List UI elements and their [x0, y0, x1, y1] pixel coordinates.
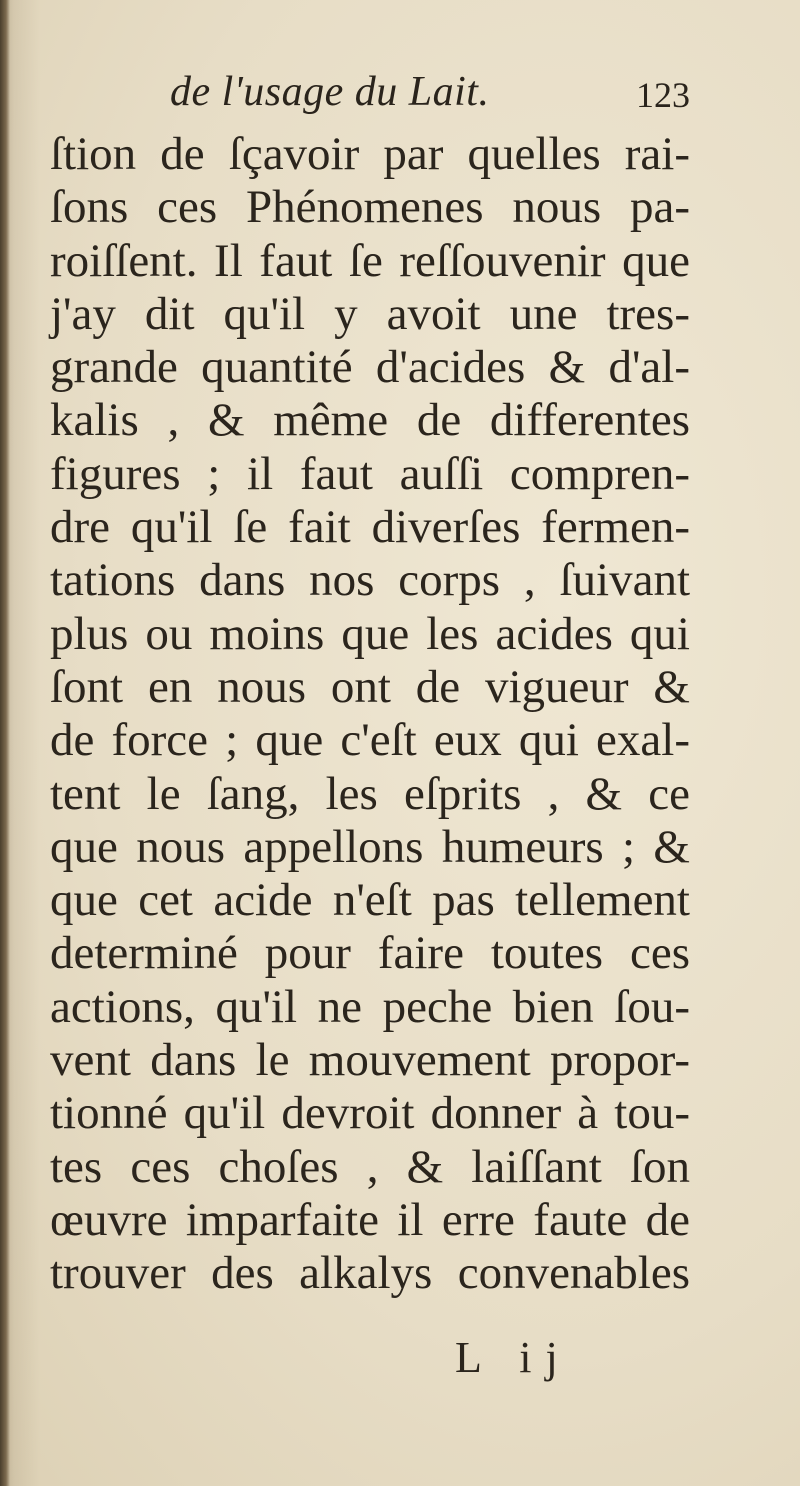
text-line: determiné pour faire toutes ces — [50, 927, 690, 980]
text-line: grande quantité d'acides & d'al- — [50, 341, 690, 394]
page-header — [170, 68, 690, 124]
text-line: œuvre imparfaite il erre faute de — [50, 1193, 690, 1246]
text-line: kalis , & même de differentes — [50, 394, 690, 447]
text-line: ſont en nous ont de vigueur & — [50, 660, 690, 713]
text-line: tent le ſang, les eſprits , & ce — [50, 767, 690, 820]
text-line: ſons ces Phénomenes nous pa- — [50, 181, 690, 234]
page-number: 123 — [636, 75, 690, 115]
text-line: que cet acide n'eſt pas tellement — [50, 874, 690, 927]
text-line: que nous appellons humeurs ; & — [50, 820, 690, 873]
page-gutter — [0, 0, 10, 1486]
text-line: figures ; il faut auſſi compren- — [50, 447, 690, 500]
text-line: trouver des alkalys convenables — [50, 1247, 690, 1300]
body-text — [50, 128, 690, 1301]
text-line: de force ; que c'eſt eux qui exal- — [50, 714, 690, 767]
text-line: vent dans le mouvement propor- — [50, 1034, 690, 1087]
text-line: dre qu'il ſe fait diverſes fermen- — [50, 501, 690, 554]
signature-mark: L ij — [455, 1333, 572, 1382]
text-line: roiſſent. Il faut ſe reſſouvenir que — [50, 234, 690, 287]
text-line: j'ay dit qu'il y avoit une tres- — [50, 287, 690, 340]
text-line: tations dans nos corps , ſuivant — [50, 554, 690, 607]
text-line: actions, qu'il ne peche bien ſou- — [50, 980, 690, 1033]
running-title: de l'usage du Lait. — [170, 69, 490, 115]
text-line: tes ces choſes , & laiſſant ſon — [50, 1140, 690, 1193]
text-line: ſtion de ſçavoir par quelles rai- — [50, 128, 690, 180]
text-line: tionné qu'il devroit donner à tou- — [50, 1087, 690, 1140]
text-line: plus ou moins que les acides qui — [50, 607, 690, 660]
